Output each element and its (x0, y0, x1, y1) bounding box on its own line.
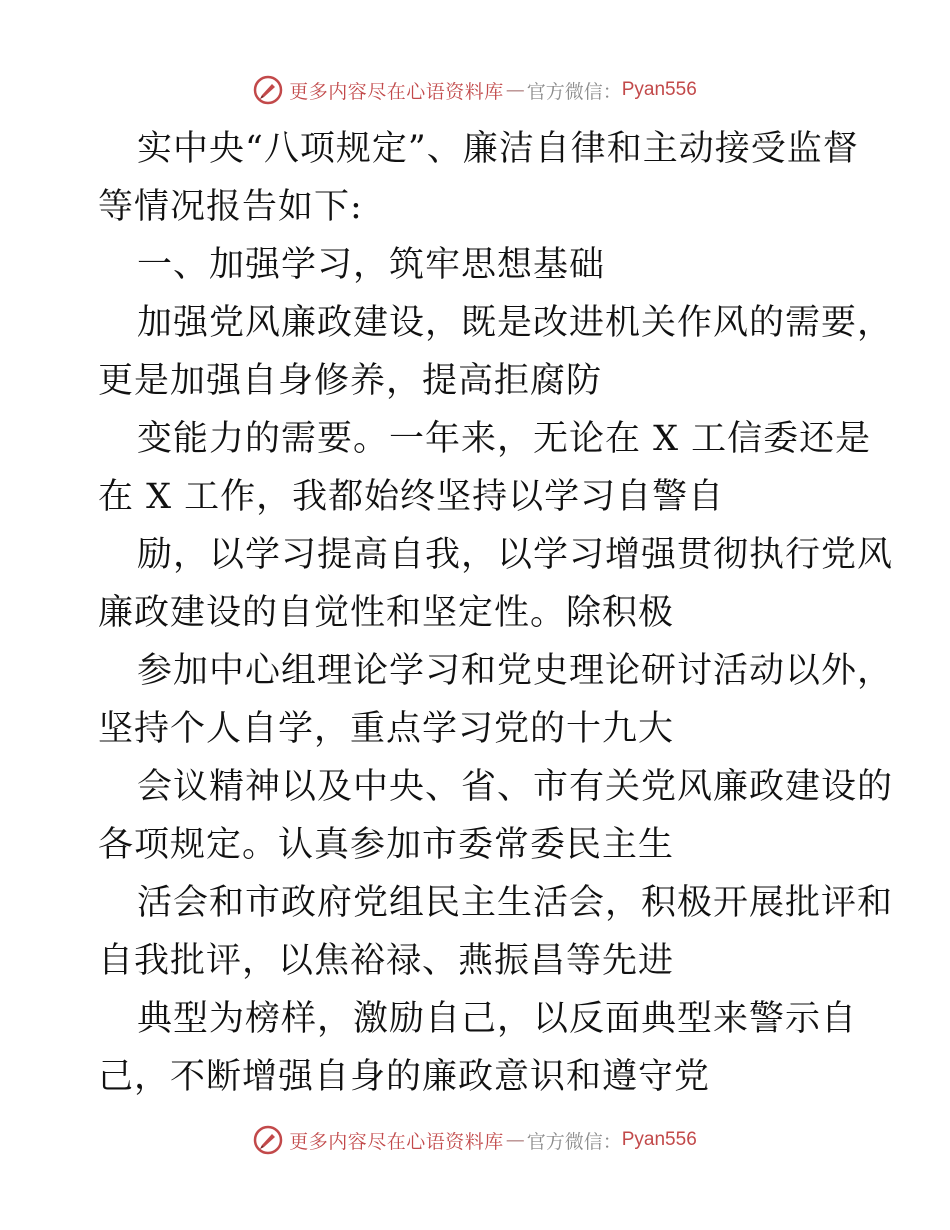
banner-dash: — (505, 1129, 525, 1151)
banner-wechat-label: 官方微信： (526, 80, 622, 103)
body-line: 己，不断增强自身的廉政意识和遵守党 (98, 1057, 711, 1097)
body-line: 参加中心组理论学习和党史理论研讨活动以外， (137, 651, 894, 691)
banner-dash: — (505, 79, 525, 101)
banner-wechat-id: Pyan556 (621, 1129, 697, 1150)
body-line: 自我批评，以焦裕禄、燕振昌等先进 (98, 941, 675, 981)
body-line: 实中央“八项规定”、廉洁自律和主动接受监督 (137, 129, 859, 169)
body-line: 更是加强自身修养，提高拒腐防 (98, 361, 603, 401)
body-line: 典型为榜样，激励自己，以反面典型来警示自 (137, 999, 858, 1039)
body-line: 各项规定。认真参加市委常委民主生 (98, 825, 675, 865)
banner-wechat-label: 官方微信： (526, 1130, 622, 1153)
body-line: 廉政建设的自觉性和坚定性。除积极 (98, 593, 675, 633)
pen-logo-icon (253, 75, 283, 105)
body-line: 活会和市政府党组民主生活会，积极开展批评和 (137, 883, 894, 923)
body-line: 会议精神以及中央、省、市有关党风廉政建设的 (137, 767, 894, 807)
section-heading: 一、加强学习，筑牢思想基础 (137, 245, 606, 285)
body-line: 等情况报告如下: (98, 187, 363, 227)
banner-slogan: 更多内容尽在心语资料库 (289, 80, 504, 103)
banner-slogan: 更多内容尽在心语资料库 (289, 1130, 504, 1153)
body-line: 坚持个人自学，重点学习党的十九大 (98, 709, 675, 749)
body-line: 励，以学习提高自我，以学习增强贯彻执行党风 (137, 535, 894, 575)
header-watermark-banner (0, 70, 950, 110)
body-line: 变能力的需要。一年来，无论在 X 工信委还是 (137, 419, 872, 459)
footer-watermark-banner (0, 1120, 950, 1160)
pen-logo-icon (253, 1125, 283, 1155)
body-line: 加强党风廉政建设，既是改进机关作风的需要， (137, 303, 894, 343)
body-line: 在 X 工作，我都始终坚持以学习自警自 (98, 477, 725, 517)
banner-wechat-id: Pyan556 (621, 79, 697, 100)
